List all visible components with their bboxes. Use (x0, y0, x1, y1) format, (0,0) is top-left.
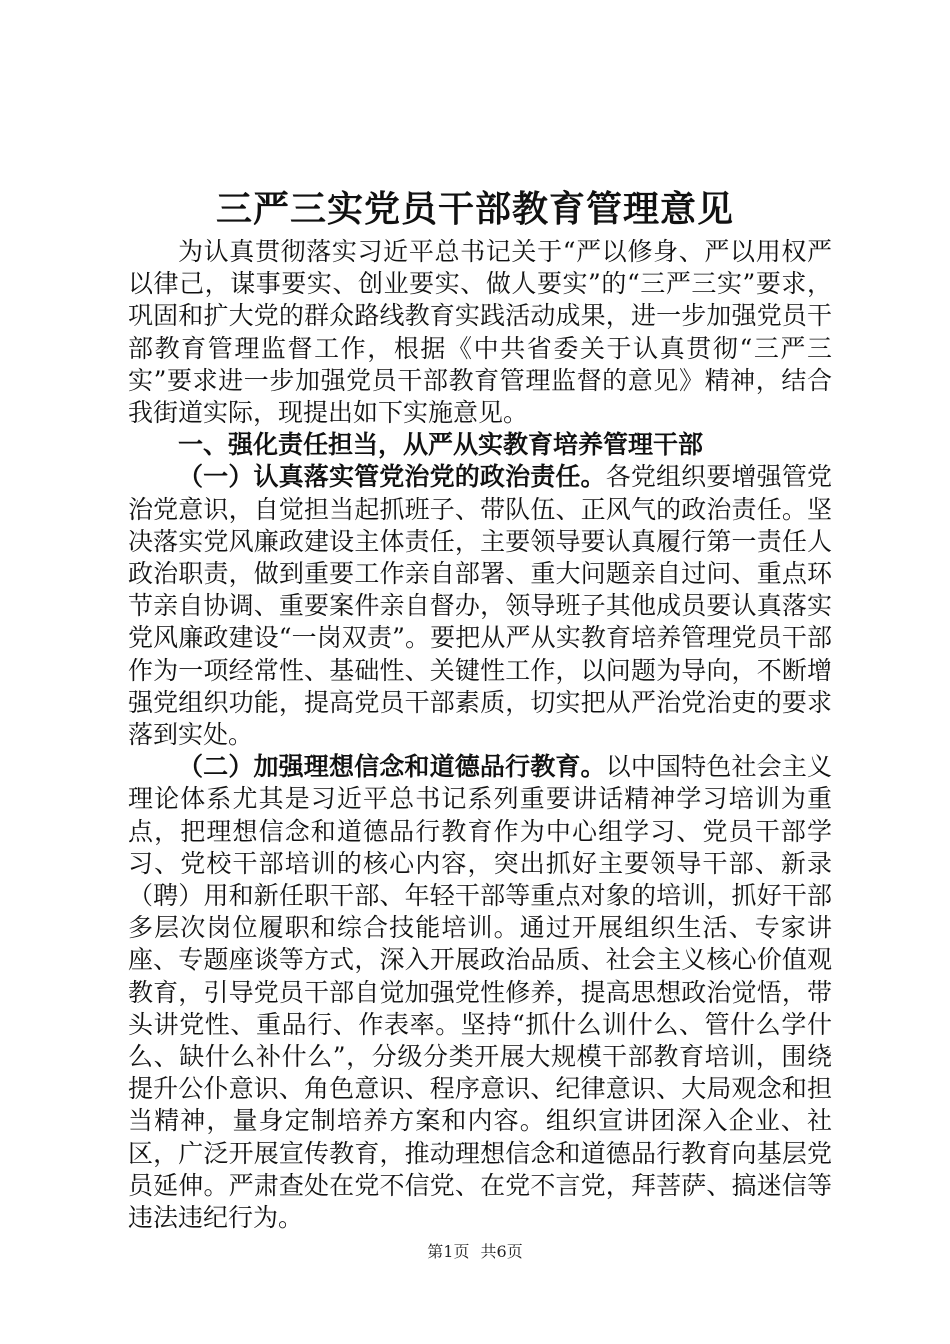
paragraph-1-body: 各党组织要增强管党治党意识，自觉担当起抓班子、带队伍、正风气的政治责任。坚决落实党风廉政建设主体责任，主要领导要认真履行第一责任人政治职责，做到重要工作亲自部署、重大问题亲自过问、重点环节亲自协调、重要案件亲自督办，领导班子其他成员要认真落实党风廉政建设“一岗双责”。要把从严从实教育培养管理党员干部作为一项经常性、基础性、关键性工作，以问题为导向，不断增强党组织功能，提高党员干部素质，切实把从严治党治吏的要求落到实处。 (128, 462, 832, 750)
paragraph-1 (128, 461, 832, 751)
document-title: 三严三实党员干部教育管理意见 (215, 188, 734, 230)
page-total: 共6页 (480, 1242, 523, 1261)
intro-paragraph: 为认真贯彻落实习近平总书记关于“严以修身、严以用权严以律己，谋事要实、创业要实、做人要实”的“三严三实”要求，巩固和扩大党的群众路线教育实践活动成果，进一步加强党员干部教育管理监督工作，根据《中共省委关于认真贯彻“三严三实”要求进一步加强党员干部教育管理监督的意见》精神，结合我街道实际，现提出如下实施意见。 (128, 237, 832, 428)
paragraph-2 (128, 751, 832, 1234)
document-body (128, 236, 832, 1234)
page-number: 第1页 (427, 1242, 470, 1261)
paragraph-1-lead: （一）认真落实管党治党的政治责任。 (178, 462, 606, 492)
paragraph-2-lead: （二）加强理想信念和道德品行教育。 (178, 752, 606, 782)
page-footer (0, 1240, 950, 1264)
section-heading: 一、强化责任担当，从严从实教育培养管理干部 (178, 430, 704, 460)
paragraph-2-body: 以中国特色社会主义理论体系尤其是习近平总书记系列重要讲话精神学习培训为重点，把理想信念和道德品行教育作为中心组学习、党员干部学习、党校干部培训的核心内容，突出抓好主要领导干部、新录（聘）用和新任职干部、年轻干部等重点对象的培训，抓好干部多层次岗位履职和综合技能培训。通过开展组织生活、专家讲座、专题座谈等方式，深入开展政治品质、社会主义核心价值观教育，引导党员干部自觉加强党性修养，提高思想政治觉悟，带头讲党性、重品行、作表率。坚持“抓什么训什么、管什么学什么、缺什么补什么”，分级分类开展大规模干部教育培训，围绕提升公仆意识、角色意识、程序意识、纪律意识、大局观念和担当精神，量身定制培养方案和内容。组织宣讲团深入企业、社区，广泛开展宣传教育，推动理想信念和道德品行教育向基层党员延伸。严肃查处在党不信党、在党不言党，拜菩萨、搞迷信等违法违纪行为。 (128, 752, 832, 1233)
